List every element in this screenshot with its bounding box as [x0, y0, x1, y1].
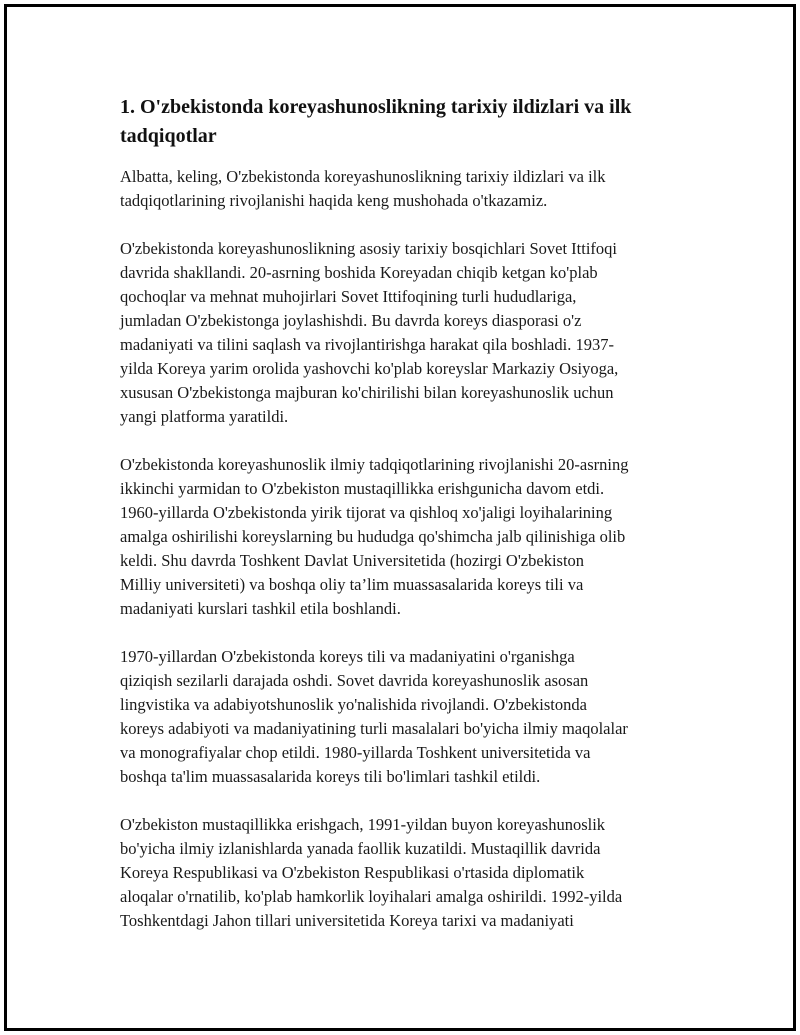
paragraph-line: lingvistika va adabiyotshunoslik yo'nalishida rivojlandi. O'zbekistonda [120, 695, 587, 714]
paragraph [120, 813, 700, 933]
paragraph-line: yangi platforma yaratildi. [120, 407, 289, 426]
paragraph-line: O'zbekistonda koreyashunoslik ilmiy tadqiqotlarining rivojlanishi 20-asrning [120, 455, 629, 474]
paragraph [120, 453, 700, 621]
paragraph-line: davrida shakllandi. 20-asrning boshida Koreyadan chiqib ketgan ko'plab [120, 263, 598, 282]
paragraph-line: aloqalar o'rnatilib, ko'plab hamkorlik loyihalari amalga oshirildi. 1992-yilda [120, 887, 623, 906]
paragraph-line: qiziqish sezilarli darajada oshdi. Sovet davrida koreyashunoslik asosan [120, 671, 589, 690]
paragraph-line: O'zbekistonda koreyashunoslikning asosiy tarixiy bosqichlari Sovet Ittifoqi [120, 239, 617, 258]
paragraph [120, 237, 700, 429]
paragraph-line: Koreya Respublikasi va O'zbekiston Respublikasi o'rtasida diplomatik [120, 863, 585, 882]
paragraph-line: qochoqlar va mehnat muhojirlari Sovet Ittifoqining turli hududlariga, [120, 287, 577, 306]
paragraph-line: keldi. Shu davrda Toshkent Davlat Universitetida (hozirgi O'zbekiston [120, 551, 585, 570]
heading-line: 1. O'zbekistonda koreyashunoslikning tarixiy ildizlari va ilk [120, 96, 632, 118]
paragraph-line: 1970-yillardan O'zbekistonda koreys tili va madaniyatini o'rganishga [120, 647, 575, 666]
paragraph-line: tadqiqotlarining rivojlanishi haqida keng mushohada o'tkazamiz. [120, 191, 548, 210]
paragraph [120, 645, 700, 789]
paragraph-line: madaniyati kurslari tashkil etila boshlandi. [120, 599, 401, 618]
paragraph-line: O'zbekiston mustaqillikka erishgach, 1991-yildan buyon koreyashunoslik [120, 815, 606, 834]
paragraph-line: yilda Koreya yarim orolida yashovchi ko'plab koreyslar Markaziy Osiyoga, [120, 359, 619, 378]
heading-line: tadqiqotlar [120, 125, 217, 147]
paragraph-line: Albatta, keling, O'zbekistonda koreyashunoslikning tarixiy ildizlari va ilk [120, 167, 606, 186]
paragraph-line: amalga oshirilishi koreyslarning bu hududga qo'shimcha jalb qilinishiga olib [120, 527, 626, 546]
paragraph-line: madaniyati va tilini saqlash va rivojlantirishga harakat qila boshladi. 1937- [120, 335, 614, 354]
paragraph-line: boshqa ta'lim muassasalarida koreys tili bo'limlari tashkil etildi. [120, 767, 541, 786]
paragraph-line: xususan O'zbekistonga majburan ko'chirilishi bilan koreyashunoslik uchun [120, 383, 614, 402]
paragraph-line: Milliy universiteti) va boshqa oliy ta’lim muassasalarida koreys tili va [120, 575, 584, 594]
document-page [4, 4, 796, 1031]
paragraph-line: bo'yicha ilmiy izlanishlarda yanada faollik kuzatildi. Mustaqillik davrida [120, 839, 601, 858]
paragraphs [120, 165, 700, 933]
paragraph-line: koreys adabiyoti va madaniyatining turli masalalari bo'yicha ilmiy maqolalar [120, 719, 628, 738]
paragraph-line: va monografiyalar chop etildi. 1980-yillarda Toshkent universitetida va [120, 743, 591, 762]
paragraph-line: Toshkentdagi Jahon tillari universitetida Koreya tarixi va madaniyati [120, 911, 574, 930]
paragraph-line: 1960-yillarda O'zbekistonda yirik tijorat va qishloq xo'jaligi loyihalarining [120, 503, 613, 522]
document-content [120, 93, 700, 933]
paragraph-line: ikkinchi yarmidan to O'zbekiston mustaqillikka erishgunicha davom etdi. [120, 479, 605, 498]
paragraph-line: jumladan O'zbekistonga joylashishdi. Bu davrda koreys diasporasi o'z [120, 311, 582, 330]
section-heading [120, 93, 700, 151]
paragraph [120, 165, 700, 213]
